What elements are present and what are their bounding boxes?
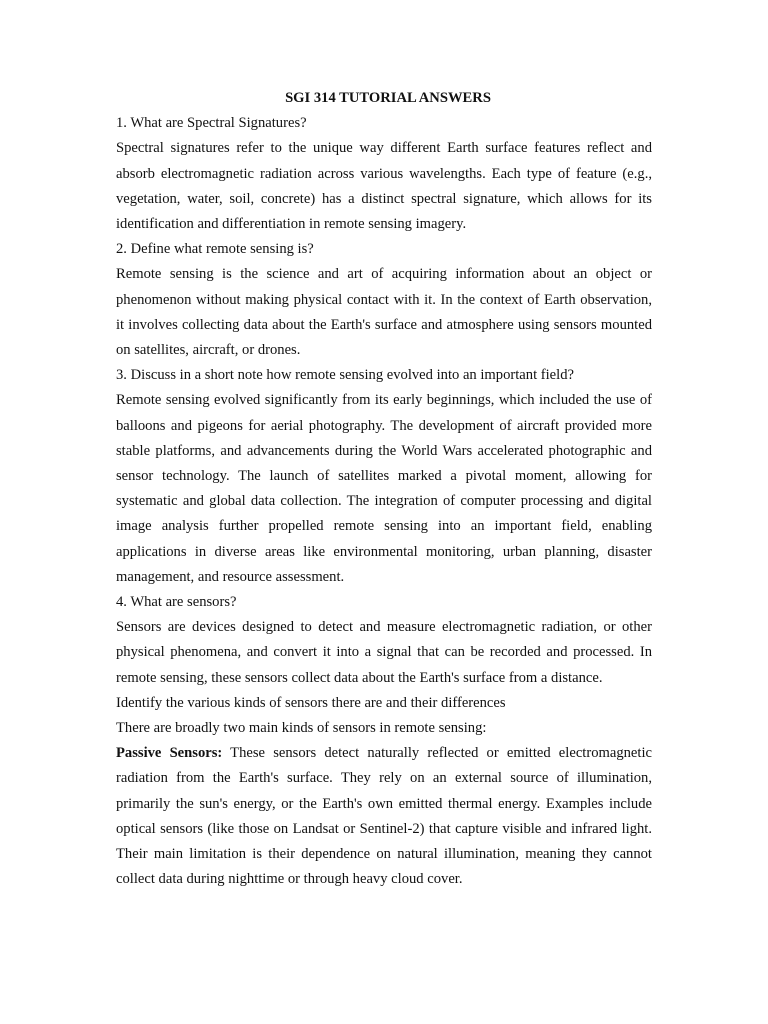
answer-4: Sensors are devices designed to detect and measure electromagnetic radiation, or other physical phenomena, and convert it into a signal that can be recorded and processed. In remote sensing, these sensors collect data about the Earth's surface from a distance. [116,619,652,686]
question-1: 1. What are Spectral Signatures? [116,115,307,132]
document-title: SGI 314 TUTORIAL ANSWERS [285,90,491,106]
passive-sensors-paragraph [116,741,652,892]
question-3: 3. Discuss in a short note how remote sensing evolved into an important field? [116,367,574,384]
sensor-kinds-prompt: Identify the various kinds of sensors there are and their differences [116,694,506,711]
question-2: 2. Define what remote sensing is? [116,241,314,258]
document-page [116,86,652,893]
question-4: 4. What are sensors? [116,594,237,611]
answer-2: Remote sensing is the science and art of acquiring information about an object or phenomenon without making physical contact with it. In the context of Earth observation, it involves collecting data about the Earth's surface and atmosphere using sensors mounted on satellites, aircraft, or drones. [116,266,652,359]
answer-1: Spectral signatures refer to the unique way different Earth surface features reflect and absorb electromagnetic radiation across various wavelengths. Each type of feature (e.g., vegetation, water, soil, concrete) has a distinct spectral signature, which allows for its identification and differentiation in remote sensing imagery. [116,140,652,233]
answer-3: Remote sensing evolved significantly from its early beginnings, which included the use of balloons and pigeons for aerial photography. The development of aircraft provided more stable platforms, and advancements during the World Wars accelerated photographic and sensor technology. The launch of satellites marked a pivotal moment, allowing for systematic and global data collection. The integration of computer processing and digital image analysis further propelled remote sensing into an important field, enabling applications in diverse areas like environmental monitoring, urban planning, disaster management, and resource assessment. [116,392,652,585]
passive-sensors-text: These sensors detect naturally reflected or emitted electromagnetic radiation from the Earth's surface. They rely on an external source of illumination, primarily the sun's energy, or the Earth's own emitted thermal energy. Examples include optical sensors (like those on Landsat or Sentinel-2) that capture visible and infrared light. Their main limitation is their dependence on natural illumination, meaning they cannot collect data during nighttime or through heavy cloud cover. [116,745,652,888]
sensor-kinds-intro: There are broadly two main kinds of sensors in remote sensing: [116,720,487,737]
passive-sensors-label: Passive Sensors: [116,745,223,762]
